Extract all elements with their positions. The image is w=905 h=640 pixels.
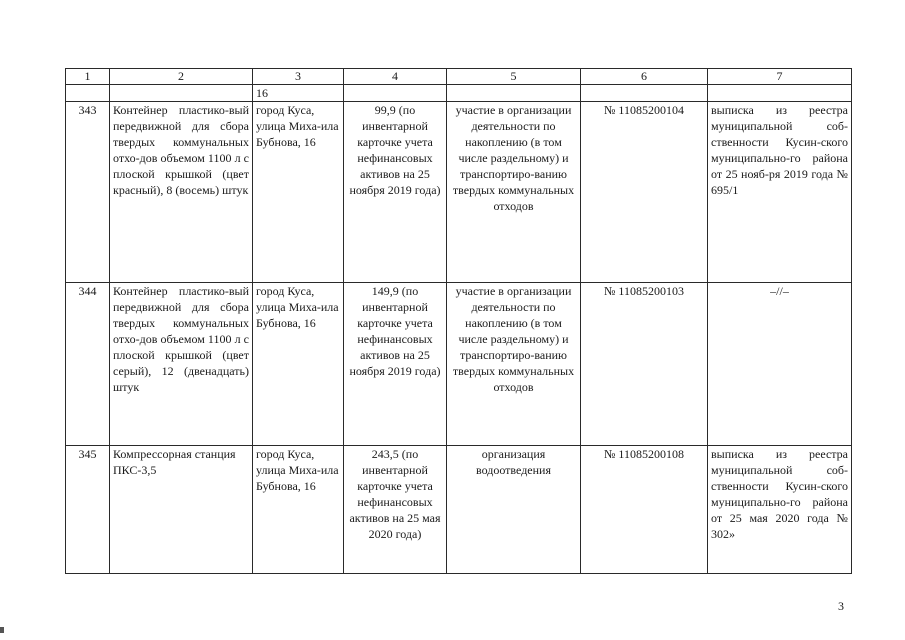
object-cost: 243,5 (по инвентарной карточке учета нефинансовых активов на 25 мая 2020 года) xyxy=(344,446,447,574)
column-header-4: 4 xyxy=(344,69,447,85)
inventory-number: № 11085200103 xyxy=(581,283,708,446)
row-number: 344 xyxy=(66,283,110,446)
object-cost: 149,9 (по инвентарной карточке учета нефинансовых активов на 25 ноября 2019 года) xyxy=(344,283,447,446)
column-header-6: 6 xyxy=(581,69,708,85)
page-number: 3 xyxy=(838,599,844,613)
row-number: 345 xyxy=(66,446,110,574)
row-number: 343 xyxy=(66,102,110,283)
object-name: Компрессорная станция ПКС-3,5 xyxy=(110,446,253,574)
table-row xyxy=(66,446,852,574)
object-cost: 99,9 (по инвентарной карточке учета нефинансовых активов на 25 ноября 2019 года) xyxy=(344,102,447,283)
object-purpose: участие в организации деятельности по накоплению (в том числе раздельному) и транспортиро-ванию твердых коммунальных отходов xyxy=(447,283,581,446)
property-registry-table xyxy=(65,68,852,574)
inventory-number: № 11085200104 xyxy=(581,102,708,283)
object-name: Контейнер пластико-вый передвижной для сбора твердых коммунальных отхо-дов объемом 1100 л с плоской крышкой (цвет серый), 12 (двенадцать) штук xyxy=(110,283,253,446)
registry-basis: –//– xyxy=(708,283,852,446)
column-number-row xyxy=(66,69,852,85)
column-header-3: 3 xyxy=(253,69,344,85)
column-header-1: 1 xyxy=(66,69,110,85)
column-header-7: 7 xyxy=(708,69,852,85)
object-address: город Куса, улица Миха-ила Бубнова, 16 xyxy=(253,283,344,446)
column-header-5: 5 xyxy=(447,69,581,85)
continuation-row xyxy=(66,85,852,102)
table-row xyxy=(66,102,852,283)
object-name: Контейнер пластико-вый передвижной для сбора твердых коммунальных отхо-дов объемом 1100 л с плоской крышкой (цвет красный), 8 (восемь) штук xyxy=(110,102,253,283)
table-row xyxy=(66,283,852,446)
object-address: город Куса, улица Миха-ила Бубнова, 16 xyxy=(253,446,344,574)
column-header-2: 2 xyxy=(110,69,253,85)
inventory-number: № 11085200108 xyxy=(581,446,708,574)
registry-basis: выписка из реестра муниципальной соб-ственности Кусин-ского муниципально-го района от 25 нояб-ря 2019 года № 695/1 xyxy=(708,102,852,283)
object-purpose: участие в организации деятельности по накоплению (в том числе раздельному) и транспортиро-ванию твердых коммунальных отходов xyxy=(447,102,581,283)
continuation-address: 16 xyxy=(253,85,344,102)
registry-basis: выписка из реестра муниципальной соб-ственности Кусин-ского муниципально-го района от 25 мая 2020 года № 302» xyxy=(708,446,852,574)
object-address: город Куса, улица Миха-ила Бубнова, 16 xyxy=(253,102,344,283)
scan-edge-mark xyxy=(0,627,4,633)
object-purpose: организация водоотведения xyxy=(447,446,581,574)
